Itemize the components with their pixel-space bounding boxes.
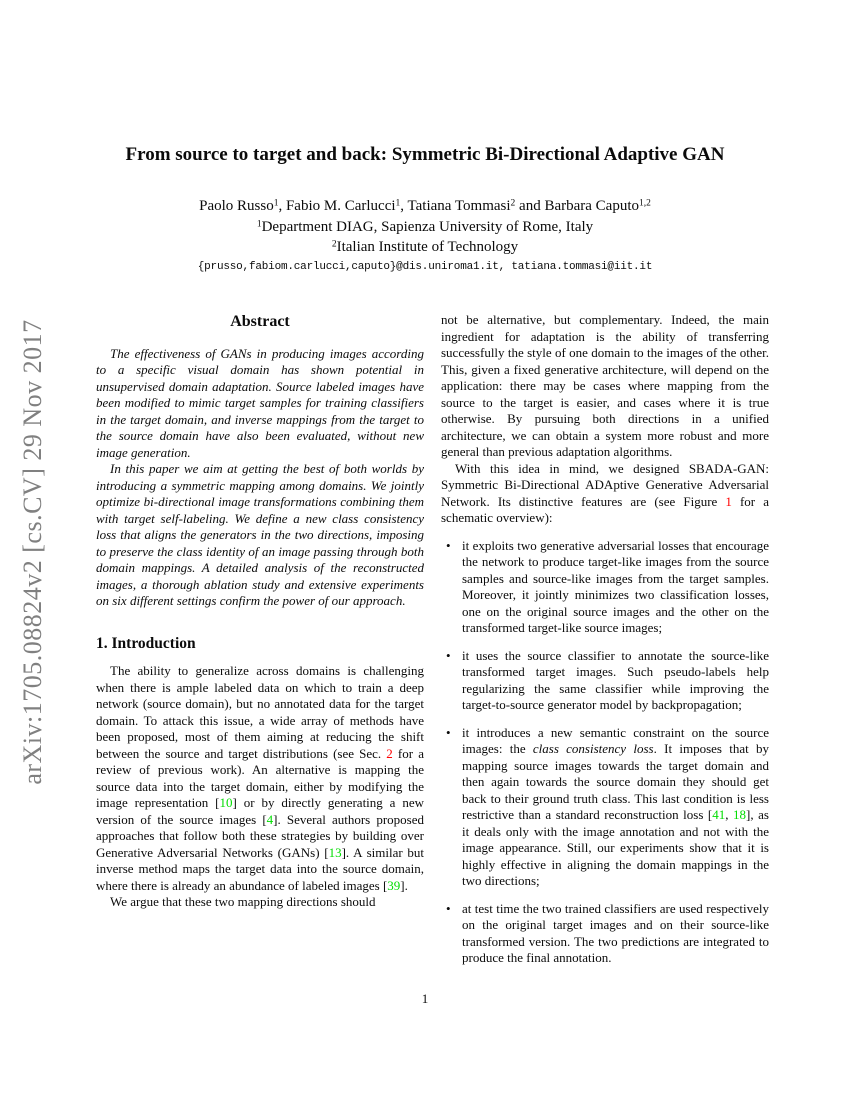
body-paragraph-sbada-gan: With this idea in mind, we designed SBADA-GAN: Symmetric Bi-Directional ADAptive Generative Adversarial Network. Its distinctive features are (see Figure 1 for a schematic overview): (441, 460, 769, 525)
internal-ref-link[interactable]: 1 (725, 493, 732, 509)
superscript-marker: 1 (273, 198, 279, 209)
superscript-marker: 1 (256, 219, 262, 230)
affiliation-2: $^2$Italian Institute of Technology (331, 239, 519, 255)
body-paragraph-continuation: not be alternative, but complementary. Indeed, the main ingredient for adaptation is the ability of transferring successfully the style of one domain to the images of the other. This, given a fixed generative architecture, will depend on the application: there may be cases where mapping from the source to the target is easier, and cases where it is true otherwise. By pursuing both directions in a unified architecture, we can obtain a system more robust and more general than previous adaptation algorithms. (441, 312, 769, 459)
citation-link[interactable]: 18 (733, 807, 747, 822)
internal-ref-link[interactable]: 2 (386, 745, 393, 761)
feature-item-self-labeling: • it uses the source classifier to annotate the source-like transformed target images. Such pseudo-labels help regularizing the same classifier while improving the target-to-source generator model by backpropagation; (441, 648, 769, 714)
arxiv-identifier-banner: arXiv:1705.08824v2 [cs.CV] 29 Nov 2017 (18, 319, 47, 785)
superscript-marker: 2 (510, 198, 516, 209)
intro-paragraph-2: We argue that these two mapping directions should (110, 894, 376, 909)
page-number: 1 (421, 991, 429, 1006)
superscript-marker: 1,2 (639, 198, 651, 209)
citation-link[interactable]: 4 (266, 811, 274, 827)
citation-link[interactable]: 13 (328, 844, 342, 860)
abstract-heading: Abstract (230, 313, 290, 330)
right-column (441, 312, 769, 967)
emphasis-text: class consistency loss (532, 741, 654, 756)
abstract-paragraph-2: In this paper we aim at getting the best of both worlds by introducing a symmetric mapping among domains. We jointly optimize bi-directional image transformations combining them with target self-labeling. We define a new class consistency loss that aligns the generators in the two directions, imposing to preserve the class identity of an image passing through both domain mappings. A detailed analysis of the reconstructed images, a thorough ablation study and extensive experiments on six different settings confirm the power of our approach. (96, 461, 424, 608)
intro-paragraph-1: The ability to generalize across domains is challenging when there is ample labeled data on which to train a deep network (source domain), but no annotated data for the target domain. To attack this issue, a wide array of methods have been proposed, most of them aiming at reducing the shift between the source and target distributions (see Sec. 2 for a review of previous work). An alternative is mapping the source data into the target domain, either by modifying the image representation [10] or by directly generating a new version of the source images [4]. Several authors proposed approaches that follow both these strategies by building over Generative Adversarial Networks (GANs) [13]. A similar but inverse method maps the target data into the source domain, where there is already an abundance of labeled images [39]. (96, 663, 425, 893)
superscript-marker: 1 (395, 198, 401, 209)
abstract-paragraph-1: The effectiveness of GANs in producing images according to a specific visual domain has shown potential in unsupervised domain adaptation. Source labeled images have been modified to mimic target samples for training classifiers in the target domain, and inverse mappings from the target to the source domain have also been evaluated, without new image generation. (96, 345, 424, 460)
citation-link[interactable]: 10 (219, 795, 233, 810)
citation-link[interactable]: 41 (712, 807, 726, 822)
affiliation-1: $^1$Department DIAG, Sapienza University of Rome, Italy (256, 219, 594, 235)
superscript-marker: 2 (331, 239, 337, 250)
paper-title: From source to target and back: Symmetric Bi-Directional Adaptive GAN (125, 144, 725, 165)
feature-bullet-list (441, 538, 769, 967)
feature-item-class-consistency: • it introduces a new semantic constraint on the source images: the class consistency loss. It imposes that by mapping source images towards the target domain and then again towards the source domain they should get back to their ground truth class. This last condition is less restrictive than a standard reconstruction loss [41, 18], as it deals only with the image annotation and not with the image appearance. Still, our experiments show that it is highly effective in aligning the domain mappings in the two directions; (441, 725, 769, 890)
feature-item-test-time: • at test time the two trained classifiers are used respectively on the original target images and on their source-like transformed version. The two predictions are integrated to produce the final annotation. (441, 901, 769, 967)
author-emails: {prusso,fabiom.carlucci,caputo}@dis.uniroma1.it, tatiana.tommasi@iit.it (197, 261, 653, 273)
feature-item-adversarial-losses: • it exploits two generative adversarial losses that encourage the network to produce target-like images from the source samples and source-like images from the target samples. Moreover, it jointly minimizes two classification losses, one on the original source images and the other on the transformed target-like source images; (441, 538, 769, 637)
citation-link[interactable]: 39 (387, 877, 401, 893)
authors-line: Paolo Russo$^1$, Fabio M. Carlucci$^1$, Tatiana Tommasi$^2$ and Barbara Caputo$^{1,2}$ (199, 198, 651, 214)
left-column (96, 310, 424, 911)
section-heading-introduction: 1. Introduction (96, 634, 196, 652)
